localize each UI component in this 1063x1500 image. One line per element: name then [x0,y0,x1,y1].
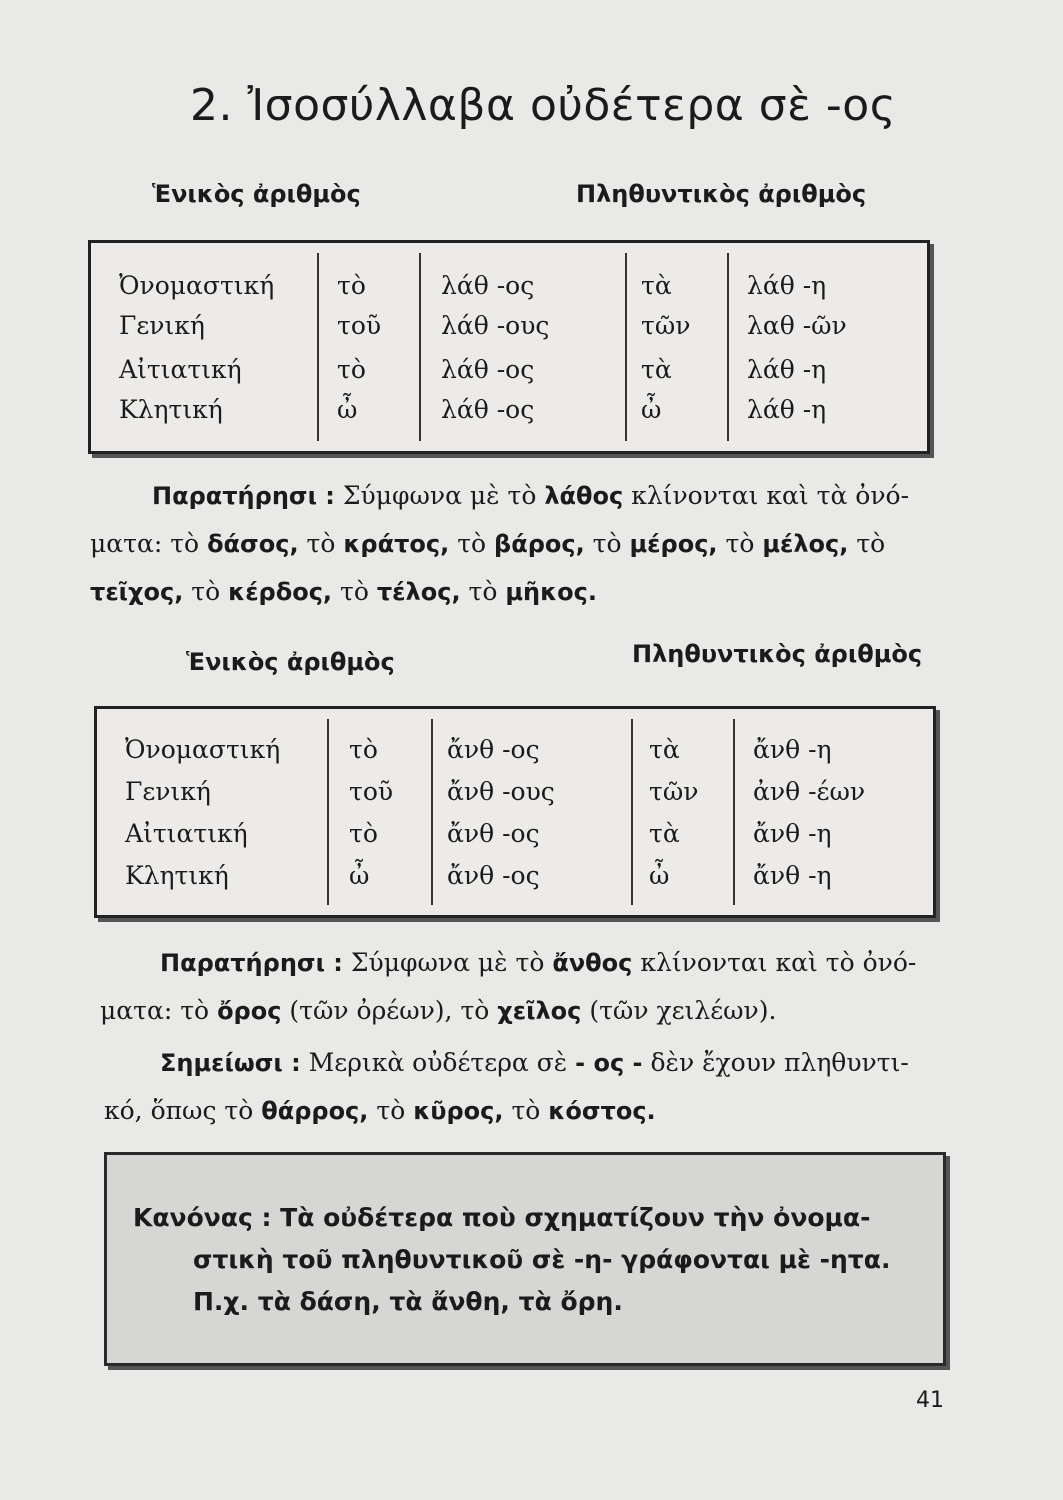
note3-line2: κό, ὅπως τὸ θάρρος, τὸ κῦρος, τὸ κόστος. [104,1096,656,1125]
form-plural: λαθ -ῶν [747,311,847,340]
article-plural: τὰ [649,819,680,848]
case-label: Ὀνομαστική [119,271,275,300]
form-singular: λάθ -ος [441,271,535,300]
case-label: Αἰτιατική [125,819,248,848]
table2-heading-singular: Ἑνικὸς ἀριθμὸς [186,648,395,676]
table2-heading-plural: Πληθυντικὸς ἀριθμὸς [632,640,923,668]
column-divider [625,253,627,441]
article-singular: τοῦ [349,777,394,806]
article-singular: τὸ [349,819,378,848]
rule-line3: Π.χ. τὰ δάση, τὰ ἄνθη, τὰ ὄρη. [193,1287,623,1316]
article-plural: ὦ [649,861,670,890]
note1-line3: τεῖχος, τὸ κέρδος, τὸ τέλος, τὸ μῆκος. [90,577,597,606]
article-singular: ὦ [349,861,370,890]
table1-heading-singular: Ἑνικὸς ἀριθμὸς [152,180,361,208]
form-plural: λάθ -η [747,271,827,300]
column-divider [327,719,329,905]
column-divider [733,719,735,905]
form-singular: λάθ -ος [441,355,535,384]
case-label: Γενική [119,311,205,340]
case-label: Κλητική [125,861,229,890]
declension-table-lathos [88,240,930,454]
form-singular: λάθ -ους [441,311,550,340]
column-divider [631,719,633,905]
article-singular: τὸ [337,271,366,300]
case-label: Κλητική [119,395,223,424]
article-singular: τοῦ [337,311,382,340]
form-plural: ἀνθ -έων [753,777,866,806]
note1-line1: Παρατήρησι : Σύμφωνα μὲ τὸ λάθος κλίνονται καὶ τὰ ὀνό- [152,481,910,510]
note1-line2: ματα: τὸ δάσος, τὸ κράτος, τὸ βάρος, τὸ μέρος, τὸ μέλος, τὸ [90,529,886,558]
article-singular: τὸ [349,735,378,764]
form-plural: λάθ -η [747,395,827,424]
form-plural: ἄνθ -η [753,861,832,890]
article-singular: τὸ [337,355,366,384]
column-divider [727,253,729,441]
form-singular: ἄνθ -ος [447,735,540,764]
article-plural: τὰ [641,271,672,300]
page-number: 41 [916,1388,944,1413]
article-singular: ὦ [337,395,358,424]
column-divider [317,253,319,441]
article-plural: τῶν [641,311,691,340]
declension-table-anthos [94,706,936,918]
case-label: Αἰτιατική [119,355,242,384]
form-plural: λάθ -η [747,355,827,384]
case-label: Ὀνομαστική [125,735,281,764]
note-label: Παρατήρησι : [160,949,343,977]
column-divider [419,253,421,441]
form-plural: ἄνθ -η [753,819,832,848]
note-label: Παρατήρησι : [152,482,335,510]
rule-line1: Κανόνας : Τὰ οὐδέτερα ποὺ σχηματίζουν τὴν ὀνομα- [133,1203,871,1232]
form-singular: ἄνθ -ους [447,777,555,806]
column-divider [431,719,433,905]
article-plural: ὦ [641,395,662,424]
case-label: Γενική [125,777,211,806]
form-singular: ἄνθ -ος [447,819,540,848]
form-plural: ἄνθ -η [753,735,832,764]
note3-line1: Σημείωσι : Μερικὰ οὐδέτερα σὲ - ος - δὲν ἔχουν πληθυντι- [160,1048,909,1077]
rule-line2: στικὴ τοῦ πληθυντικοῦ σὲ -η- γράφονται μὲ -ητα. [193,1245,891,1274]
note2-line2: ματα: τὸ ὄρος (τῶν ὀρέων), τὸ χεῖλος (τῶν χειλέων). [100,996,777,1025]
article-plural: τῶν [649,777,699,806]
note2-line1: Παρατήρησι : Σύμφωνα μὲ τὸ ἄνθος κλίνονται καὶ τὸ ὀνό- [160,948,917,977]
article-plural: τὰ [649,735,680,764]
note-label: Σημείωσι : [160,1049,301,1077]
table1-heading-plural: Πληθυντικὸς ἀριθμὸς [576,180,867,208]
page-title: 2. Ἰσοσύλλαβα οὐδέτερα σὲ -ος [190,80,897,131]
rule-box [104,1152,946,1366]
form-singular: ἄνθ -ος [447,861,540,890]
form-singular: λάθ -ος [441,395,535,424]
article-plural: τὰ [641,355,672,384]
